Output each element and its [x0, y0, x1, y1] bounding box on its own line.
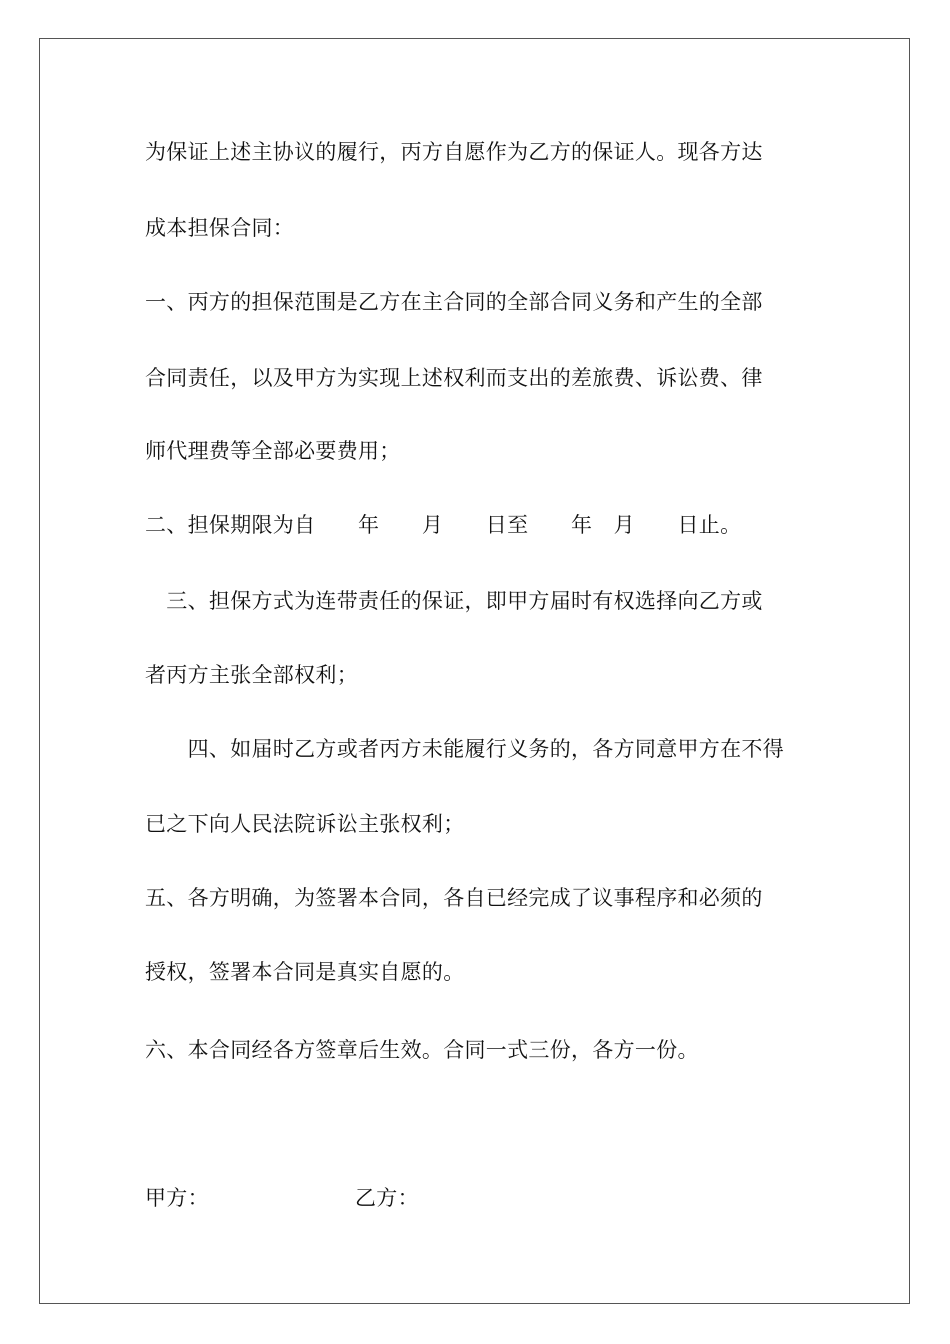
clause-1-line: 合同责任，以及甲方为实现上述权利而支出的差旅费、诉讼费、律 [145, 366, 763, 390]
clause-5-line: 授权，签署本合同是真实自愿的。 [145, 960, 465, 984]
paragraph-line: 为保证上述主协议的履行，丙方自愿作为乙方的保证人。现各方达 [145, 140, 763, 164]
paragraph-line: 成本担保合同： [145, 216, 295, 240]
clause-5-line: 五、各方明确，为签署本合同，各自已经完成了议事程序和必须的 [145, 886, 763, 910]
clause-3-line: 三、担保方式为连带责任的保证，即甲方届时有权选择向乙方或 [145, 589, 763, 613]
clause-4-line: 已之下向人民法院诉讼主张权利； [145, 812, 465, 836]
clause-3-line: 者丙方主张全部权利； [145, 663, 358, 687]
party-b-signature-label: 乙方： [355, 1186, 419, 1210]
clause-2-line: 二、担保期限为自 年 月 日至 年 月 日止。 [145, 513, 742, 537]
clause-6-line: 六、本合同经各方签章后生效。合同一式三份，各方一份。 [145, 1038, 699, 1062]
clause-1-line: 师代理费等全部必要费用； [145, 439, 401, 463]
party-a-signature-label: 甲方： [145, 1186, 209, 1210]
clause-4-line: 四、如届时乙方或者丙方未能履行义务的，各方同意甲方在不得 [145, 737, 784, 761]
clause-1-line: 一、丙方的担保范围是乙方在主合同的全部合同义务和产生的全部 [145, 290, 763, 314]
